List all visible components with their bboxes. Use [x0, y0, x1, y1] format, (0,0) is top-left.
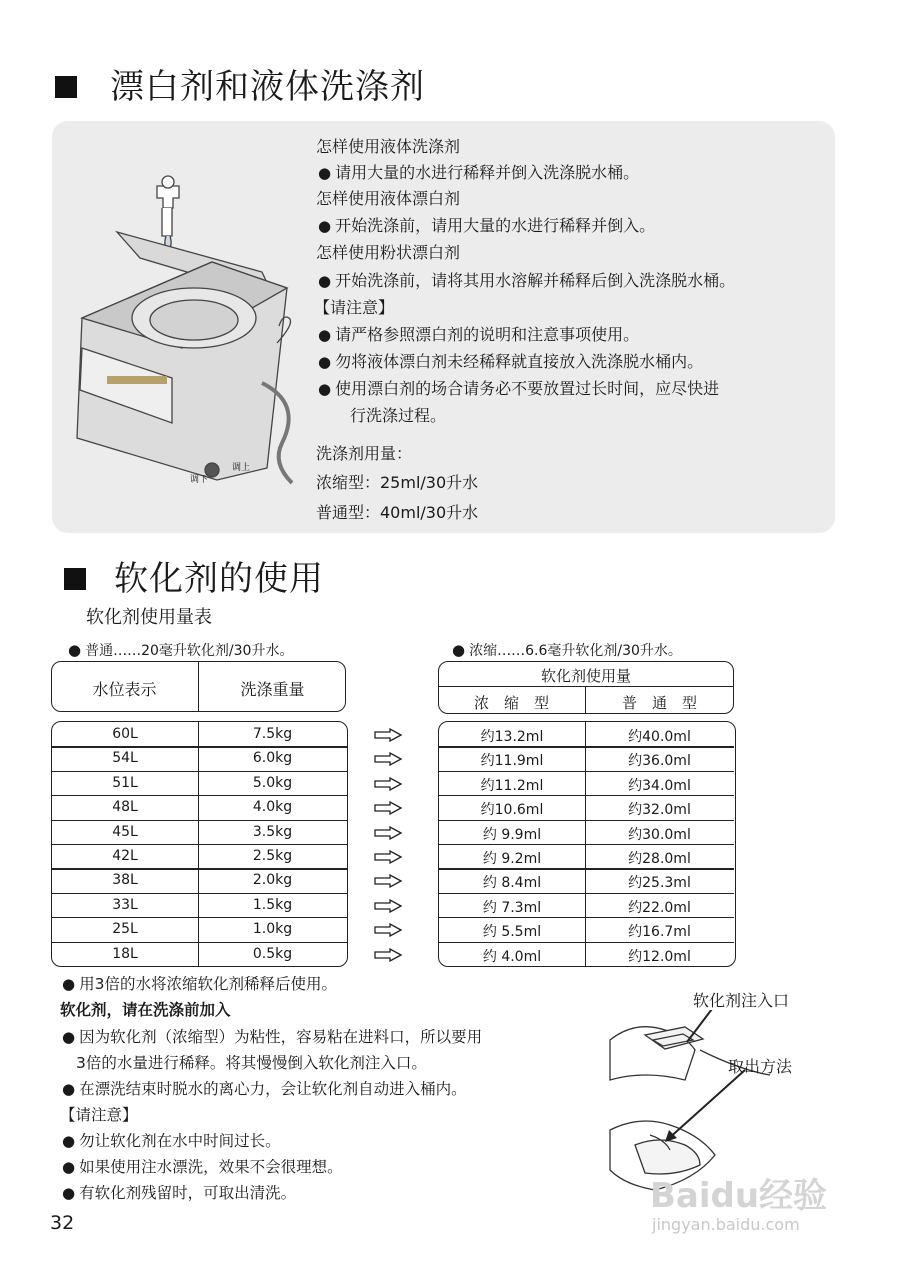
dosage-concentrated: 浓缩型：25ml/30升水 — [316, 473, 479, 492]
watermark-brand: Baidu经验 — [650, 1176, 828, 1216]
row-divider — [439, 820, 734, 821]
cell-concentrated: 约11.9ml — [480, 753, 544, 770]
row-divider — [439, 917, 734, 918]
instruction-line: ● 勿将液体漂白剂未经稀释就直接放入洗涤脱水桶内。 — [318, 352, 704, 371]
header-normal: 普 通 型 — [621, 694, 697, 712]
washing-machine-illustration — [62, 168, 312, 490]
cell-concentrated: 约13.2ml — [480, 729, 544, 745]
adjust-down-label: 调下 — [190, 475, 209, 485]
row-divider — [52, 746, 347, 747]
row-divider — [52, 893, 347, 894]
cell-normal: 约25.3ml — [628, 875, 691, 892]
cell-wash-weight: 2.5kg — [252, 848, 293, 864]
note-line: ● 如果使用注水漂洗，效果不会很理想。 — [62, 1158, 343, 1176]
cell-water-level: 38L — [112, 872, 138, 889]
cell-normal: 约30.0ml — [628, 826, 691, 843]
section1-title: 漂白剂和液体洗涤剂 — [110, 67, 425, 107]
row-divider — [439, 771, 734, 772]
instruction-line: 行洗涤过程。 — [350, 406, 447, 425]
cell-wash-weight: 1.5kg — [252, 896, 293, 913]
row-arrow-icon — [374, 728, 402, 742]
header-concentrated: 浓 缩 型 — [473, 694, 549, 712]
row-divider — [439, 746, 734, 747]
cell-normal: 约32.0ml — [628, 802, 691, 819]
instruction-line: 怎样使用液体洗涤剂 — [316, 137, 461, 156]
row-arrow-icon — [374, 826, 402, 840]
section-marker — [55, 76, 77, 98]
table-subtitle: 软化剂使用量表 — [86, 607, 212, 628]
row-divider — [439, 795, 734, 796]
note-line: ● 用3倍的水将浓缩软化剂稀释后使用。 — [62, 975, 337, 993]
row-divider — [439, 893, 734, 894]
cell-water-level: 42L — [112, 848, 138, 864]
section-marker — [64, 568, 86, 590]
cell-water-level: 48L — [112, 799, 138, 816]
cell-normal: 约16.7ml — [628, 924, 691, 941]
adjust-up-label: 调上 — [232, 463, 251, 473]
cell-water-level: 45L — [112, 823, 138, 840]
left-dosage-note: ● 普通……20毫升软化剂/30升水。 — [68, 641, 294, 659]
cell-normal: 约12.0ml — [628, 948, 691, 965]
cell-concentrated: 约 7.3ml — [482, 899, 542, 916]
cell-wash-weight: 4.0kg — [252, 799, 293, 816]
row-arrow-icon — [374, 752, 402, 766]
note-line: ● 勿让软化剂在水中时间过长。 — [62, 1132, 281, 1150]
cell-wash-weight: 3.5kg — [252, 823, 293, 840]
row-divider — [52, 942, 347, 943]
dosage-title: 洗涤剂用量： — [316, 444, 413, 463]
cell-concentrated: 约 5.5ml — [482, 924, 542, 941]
cell-concentrated: 约10.6ml — [480, 802, 544, 819]
instruction-line: ● 请用大量的水进行稀释并倒入洗涤脱水桶。 — [318, 163, 640, 182]
cell-water-level: 51L — [112, 774, 138, 791]
cell-concentrated: 约11.2ml — [480, 777, 544, 794]
header-water-level: 水位表示 — [92, 680, 157, 699]
cell-normal: 约36.0ml — [628, 753, 691, 770]
row-divider — [52, 917, 347, 918]
row-divider — [52, 771, 347, 772]
row-arrow-icon — [374, 801, 402, 815]
row-arrow-icon — [374, 874, 402, 888]
cell-wash-weight: 5.0kg — [252, 774, 293, 791]
row-divider — [439, 942, 734, 943]
softener-inlet-label: 软化剂注入口 — [693, 991, 790, 1010]
instruction-line: 怎样使用液体漂白剂 — [316, 189, 461, 208]
row-divider — [52, 868, 347, 869]
instruction-line: ● 使用漂白剂的场合请务必不要放置过长时间，应尽快进 — [318, 379, 720, 398]
cell-wash-weight: 6.0kg — [252, 750, 293, 767]
header-softener-amount: 软化剂使用量 — [540, 667, 631, 685]
note-line: ● 有软化剂残留时，可取出清洗。 — [62, 1184, 297, 1202]
removal-method-label: 取出方法 — [728, 1057, 793, 1076]
instruction-line: 【请注意】 — [314, 298, 395, 317]
note-line: ● 在漂洗结束时脱水的离心力，会让软化剂自动进入桶内。 — [62, 1080, 467, 1098]
cell-water-level: 54L — [112, 750, 138, 767]
cell-concentrated: 约 9.2ml — [482, 851, 542, 867]
section2-title: 软化剂的使用 — [114, 559, 324, 599]
note-heading: 软化剂，请在洗涤前加入 — [60, 1001, 231, 1019]
cell-normal: 约22.0ml — [628, 899, 691, 916]
row-arrow-icon — [374, 948, 402, 962]
row-divider — [52, 820, 347, 821]
cell-normal: 约40.0ml — [628, 729, 691, 745]
watermark-url: jingyan.baidu.com — [652, 1215, 800, 1234]
instruction-line: 怎样使用粉状漂白剂 — [316, 243, 461, 262]
dosage-normal: 普通型：40ml/30升水 — [316, 503, 479, 522]
instruction-line: ● 开始洗涤前，请用大量的水进行稀释并倒入。 — [318, 216, 656, 235]
note-line: 3倍的水量进行稀释。将其慢慢倒入软化剂注入口。 — [76, 1054, 427, 1072]
cell-normal: 约28.0ml — [628, 851, 691, 867]
cell-normal: 约34.0ml — [628, 777, 691, 794]
row-arrow-icon — [374, 850, 402, 864]
instruction-line: ● 请严格参照漂白剂的说明和注意事项使用。 — [318, 325, 640, 344]
row-divider — [439, 844, 734, 845]
cell-water-level: 60L — [112, 726, 138, 742]
instruction-line: ● 开始洗涤前，请将其用水溶解并稀释后倒入洗涤脱水桶。 — [318, 271, 736, 290]
cell-water-level: 33L — [112, 896, 138, 913]
page-number: 32 — [50, 1212, 75, 1234]
row-arrow-icon — [374, 777, 402, 791]
cell-wash-weight: 1.0kg — [252, 921, 293, 938]
row-divider — [439, 868, 734, 869]
cell-wash-weight: 0.5kg — [252, 945, 293, 962]
cell-concentrated: 约 4.0ml — [482, 948, 542, 965]
row-divider — [52, 795, 347, 796]
cell-wash-weight: 7.5kg — [252, 726, 293, 742]
cell-wash-weight: 2.0kg — [252, 872, 293, 889]
note-line: ● 因为软化剂（浓缩型）为粘性，容易粘在进料口，所以要用 — [62, 1028, 483, 1046]
row-arrow-icon — [374, 923, 402, 937]
cell-concentrated: 约 9.9ml — [482, 826, 542, 843]
cell-concentrated: 约 8.4ml — [482, 875, 542, 892]
note-heading: 【请注意】 — [60, 1106, 138, 1124]
cell-water-level: 18L — [112, 945, 138, 962]
right-dosage-note: ● 浓缩……6.6毫升软化剂/30升水。 — [452, 641, 682, 659]
cell-water-level: 25L — [112, 921, 138, 938]
row-arrow-icon — [374, 899, 402, 913]
header-wash-weight: 洗涤重量 — [240, 680, 305, 699]
row-divider — [52, 844, 347, 845]
